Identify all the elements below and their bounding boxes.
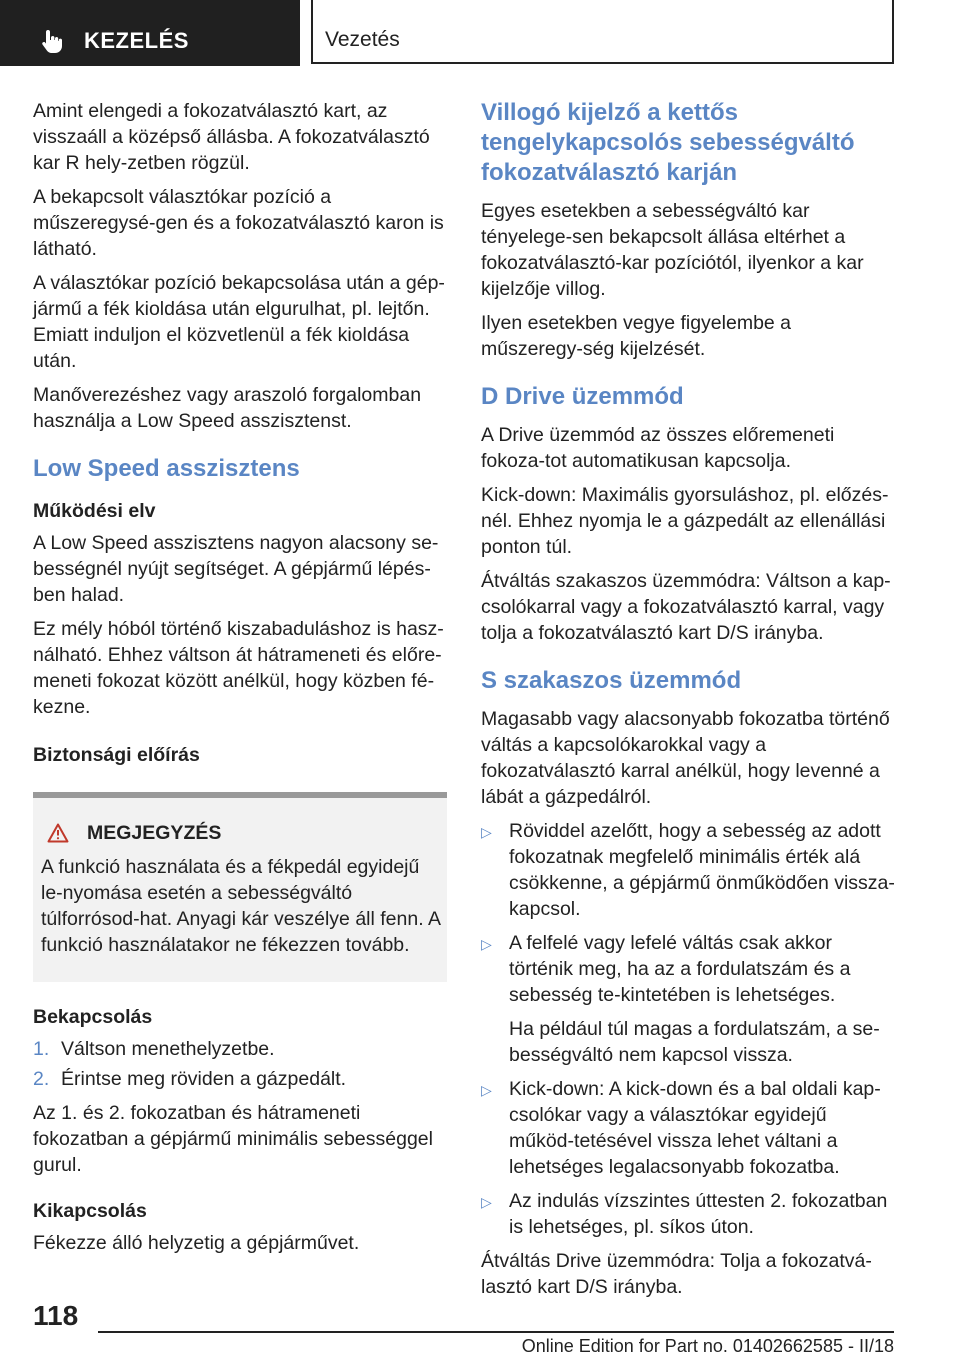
steps-list [33,1036,447,1092]
triangle-bullet-icon: ▷ [481,824,492,840]
paragraph: A bekapcsolt választókar pozíció a műszeregysé-gen és a fokozatválasztó karon is látható. [33,186,444,260]
bullet-list [481,818,895,1240]
right-column [481,98,895,1308]
paragraph: Fékezze álló helyzetig a gépjárművet. [33,1232,360,1254]
triangle-bullet-icon: ▷ [481,1082,492,1098]
notice-title: MEGJEGYZÉS [87,822,222,844]
list-item [481,1076,895,1180]
list-item [33,1036,447,1062]
paragraph: Átváltás Drive üzemmódra: Tolja a fokozatvá-lasztó kart D/S irányba. [481,1250,872,1298]
paragraph: A választókar pozíció bekapcsolása után a gép-jármű a fék kioldása után elgurulhat, pl. lejtőn. Emiatt induljon el közvetlenül a fék kioldása után. [33,272,445,372]
warning-triangle-icon [47,823,69,843]
bullet-text: Kick-down: A kick-down és a bal oldali kap-csolókar vagy a választókar egyidejű működ-tetésével vissza lehet váltani a lehetséges legalacsonyabb fokozatba. [509,1078,881,1178]
page-number: 118 [33,1300,79,1331]
subheading-kikapcsolas: Kikapcsolás [33,1200,147,1222]
chapter-tab[interactable] [311,0,894,64]
list-item [33,1066,447,1092]
bullet-text: Röviddel azelőtt, hogy a sebesség az adott fokozatnak megfelelő minimális érték alá csökkenne, a gépjármű önműködően vissza-kapcsol. [509,820,895,920]
list-item [481,818,895,922]
list-item [481,930,895,1068]
left-column [33,98,447,1264]
step-number: 1. [33,1038,50,1060]
section-heading-villogo: Villogó kijelző a kettős tengelykapcsolós sebességváltó fokozatválasztó karján [481,99,855,186]
paragraph: Manőverezéshez vagy araszoló forgalomban használja a Low Speed asszisztenst. [33,384,422,432]
edition-link[interactable]: Online Edition for Part no. 01402662585 - II/18 [521,1336,894,1356]
notice-title-row [41,820,441,846]
section-heading-s-mode: S szakaszos üzemmód [481,667,742,694]
section-heading-drive: D Drive üzemmód [481,383,684,410]
paragraph: Egyes esetekben a sebességváltó kar tényelege-sen bekapcsolt állása eltérhet a fokozatválasztó-kar pozíciótól, ilyenkor a kar kijelzője villog. [481,200,864,300]
step-text: Érintse meg röviden a gázpedált. [61,1068,347,1090]
paragraph: A Drive üzemmód az összes előremeneti fokoza-tot automatikusan kapcsolja. [481,424,835,472]
bullet-text: Az indulás vízszintes úttesten 2. fokozatban is lehetséges, pl. síkos úton. [509,1190,888,1238]
bullet-text: A felfelé vagy lefelé váltás csak akkor történik meg, ha az a fordulatszám és a sebesség te-kintetében is lehetséges. [509,932,851,1006]
section-tab-label: KEZELÉS [84,28,189,53]
step-number: 2. [33,1068,50,1090]
bullet-subtext: Ha például túl magas a fordulatszám, a se-bességváltó nem kapcsol vissza. [509,1018,880,1066]
subheading-mukodesi-elv: Működési elv [33,500,156,522]
paragraph: Kick-down: Maximális gyorsuláshoz, pl. előzés-nél. Ehhez nyomja le a gázpedált az ellenállási ponton túl. [481,484,889,558]
paragraph: Ez mély hóból történő kiszabaduláshoz is hasz-nálható. Ehhez váltson át hátrameneti és előre-meneti fokozat között anélkül, hogy közben fé-kezne. [33,618,444,718]
notice-text: A funkció használata és a fékpedál egyidejű le-nyomása esetén a sebességváltó túlforrósod-hat. Anyagi kár veszélye áll fenn. A funkció használatakor ne fékezzen tovább. [41,856,440,956]
hand-pointer-icon [40,28,64,59]
list-item [481,1188,895,1240]
step-text: Váltson menethelyzetbe. [61,1038,275,1060]
paragraph: Az 1. és 2. fokozatban és hátrameneti fokozatban a gépjármű minimális sebességgel gurul. [33,1102,433,1176]
paragraph: Amint elengedi a fokozatválasztó kart, az visszaáll a középső állásba. A fokozatválasztó kar R hely-zetben rögzül. [33,100,430,174]
paragraph: A Low Speed asszisztens nagyon alacsony se-bességnél nyújt segítséget. A gépjármű lépés-ben halad. [33,532,439,606]
paragraph: Átváltás szakaszos üzemmódra: Váltson a kap-csolókarral vagy a fokozatválasztó karral, vagy tolja a fokozatválasztó kart D/S irányba. [481,570,891,644]
paragraph: Ilyen esetekben vegye figyelembe a műszeregy-ség kijelzését. [481,312,792,360]
chapter-tab-label: Vezetés [325,28,400,51]
paragraph: Magasabb vagy alacsonyabb fokozatba történő váltás a kapcsolókarokkal vagy a fokozatválasztó karral anélkül, hogy levenné a lábát a gázpedálról. [481,708,890,808]
triangle-bullet-icon: ▷ [481,1194,492,1210]
section-heading-low-speed: Low Speed asszisztens [33,455,300,482]
notice-box [33,792,447,982]
subheading-biztonsagi: Biztonsági előírás [33,744,200,766]
footer-divider [98,1331,894,1333]
page-header [0,0,960,66]
section-tab[interactable] [0,0,300,66]
subheading-bekapcsolas: Bekapcsolás [33,1006,153,1028]
triangle-bullet-icon: ▷ [481,936,492,952]
